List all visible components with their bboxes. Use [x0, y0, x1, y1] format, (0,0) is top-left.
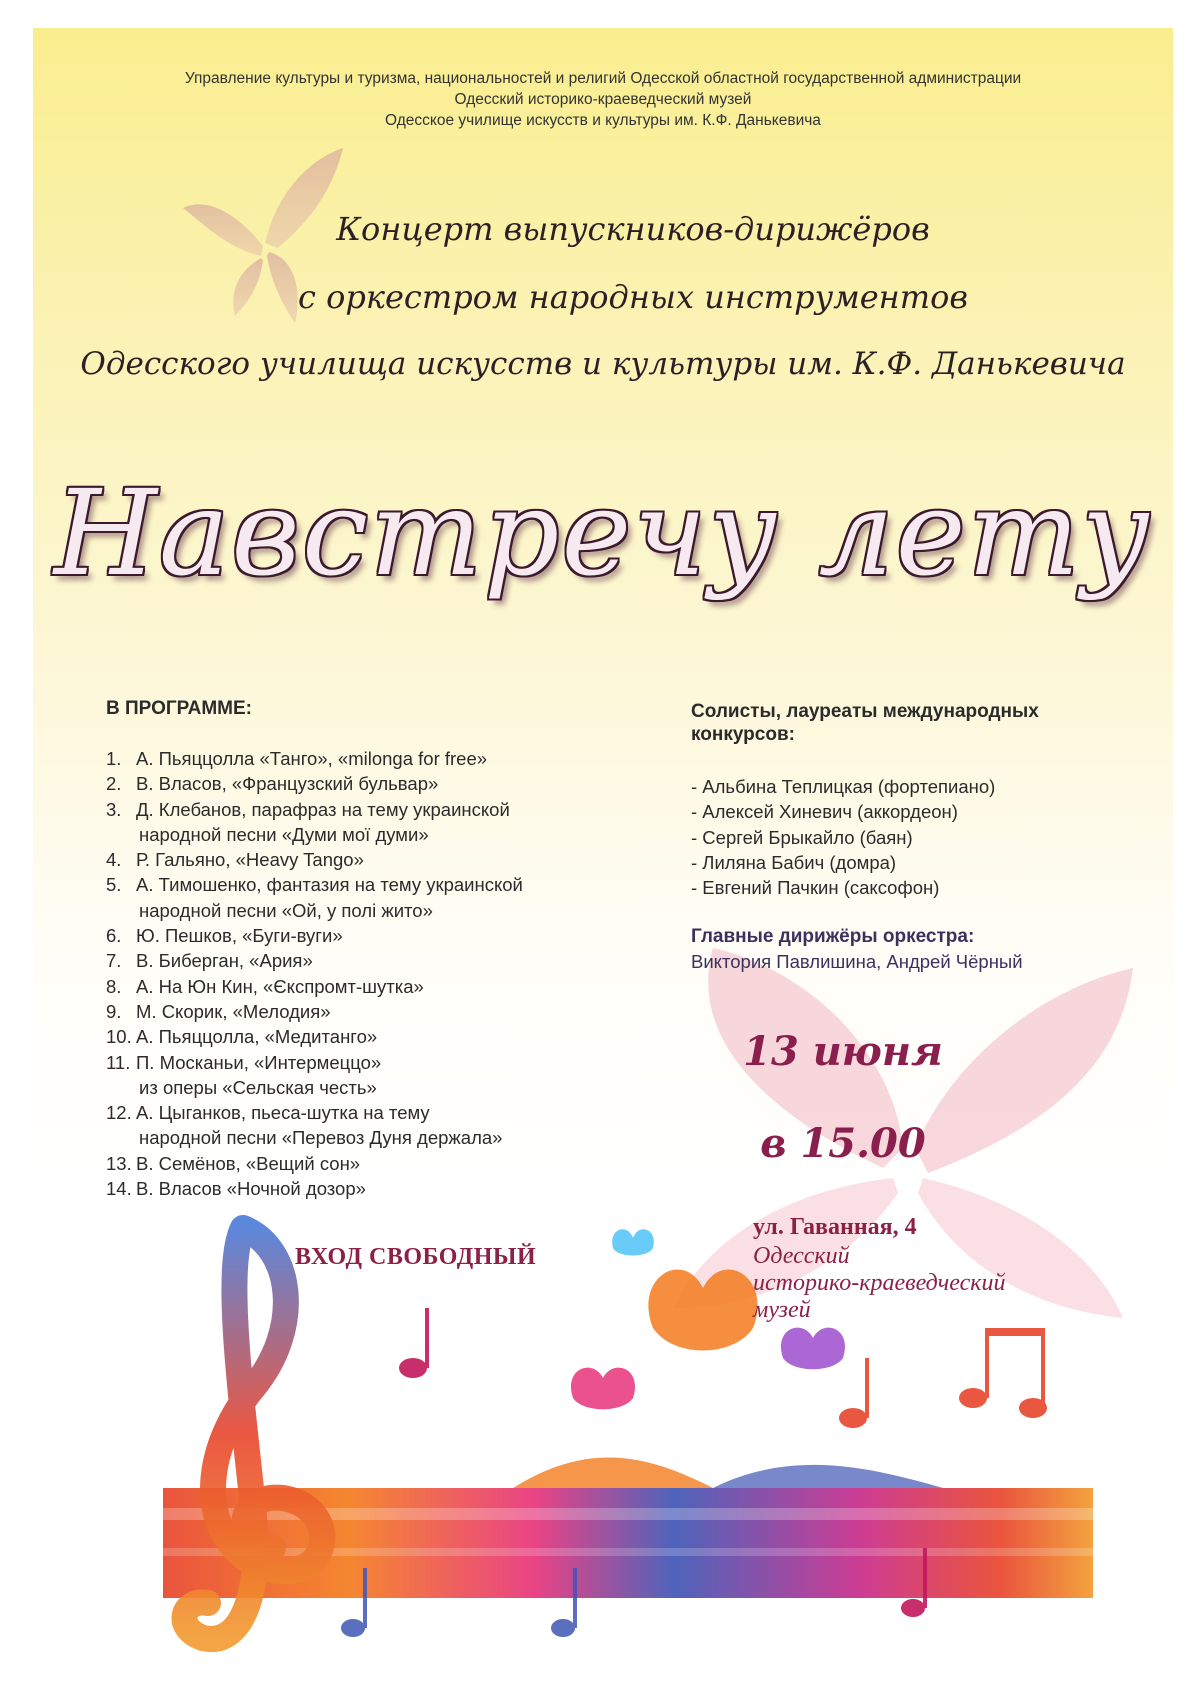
list-item-number: 1.: [106, 748, 122, 769]
list-item-text: народной песни «Ой, у полі жито»: [139, 899, 433, 921]
list-item: [106, 872, 666, 897]
header-line: Одесское училище искусств и культуры им. К.Ф. Данькевича: [385, 112, 821, 129]
list-item-text: народной песни «Перевоз Дуня держала»: [139, 1127, 503, 1149]
list-item-number: 6.: [106, 925, 122, 947]
list-item: [106, 1075, 666, 1100]
list-item: [106, 1125, 666, 1150]
event-time: в 15.00: [760, 1120, 926, 1167]
list-item-text: Д. Клебанов, парафраз на тему украинской: [136, 798, 510, 820]
list-item: - Лиляна Бабич (домра): [691, 851, 897, 873]
list-item-text: Ю. Пешков, «Буги-вуги»: [136, 925, 343, 947]
list-item: - Альбина Теплицкая (фортепиано): [691, 776, 996, 797]
soloists-heading-line: конкурсов:: [691, 724, 795, 745]
list-item-text: В. Власов «Ночной дозор»: [136, 1178, 366, 1200]
list-item-text: А. Тимошенко, фантазия на тему украинской: [136, 874, 523, 896]
list-item-number: 5.: [106, 874, 122, 896]
list-item: - Алексей Хиневич (аккордеон): [691, 801, 958, 823]
list-item-number: 7.: [106, 950, 122, 972]
list-item-text: народной песни «Думи мої думи»: [139, 823, 429, 845]
program-list: [106, 746, 666, 1201]
list-item-number: 4.: [106, 849, 122, 871]
list-item-number: [106, 1075, 136, 1100]
list-item: [106, 847, 666, 872]
list-item: - Сергей Брыкайло (баян): [691, 826, 913, 848]
list-item-number: 2.: [106, 773, 122, 795]
header-line: Управление культуры и туризма, национальностей и религий Одесской областной государственной администрации: [184, 70, 1022, 87]
list-item: [106, 974, 666, 999]
list-item: [106, 1176, 666, 1201]
soloists-heading-line: Солисты, лауреаты международных: [691, 701, 1039, 722]
list-item-number: 9.: [106, 1000, 122, 1022]
list-item: [106, 1024, 666, 1049]
list-item-number: 3.: [106, 798, 122, 820]
list-item-text: А. Пьяццолла, «Медитанго»: [136, 1026, 378, 1048]
list-item-text: А. Цыганков, пьеса-шутка на тему: [136, 1102, 430, 1124]
list-item-text: П. Москаньи, «Интермеццо»: [136, 1051, 382, 1073]
list-item-text: М. Скорик, «Мелодия»: [136, 1000, 331, 1022]
list-item-number: 13.: [106, 1152, 132, 1174]
poster: [33, 28, 1173, 1676]
conductors-heading: Главные дирижёры оркестра:: [691, 926, 975, 947]
list-item-number: 12.: [106, 1102, 132, 1124]
subtitle-line-1: Концерт выпускников-дирижёров: [336, 210, 930, 248]
museum-line: историко-краеведческий: [753, 1270, 1006, 1296]
subtitle-line-2: с оркестром народных инструментов: [298, 278, 968, 316]
list-item: [106, 898, 666, 923]
list-item-text: Р. Гальяно, «Heavy Tango»: [136, 849, 364, 871]
soloists-list: [691, 774, 995, 900]
header-institutions: [33, 68, 1173, 131]
list-item-text: В. Биберган, «Ария»: [136, 950, 313, 972]
subtitle-line-3: Одесского училища искусств и культуры им. К.Ф. Данькевича: [80, 346, 1126, 382]
list-item: [106, 1050, 666, 1075]
list-item: [106, 948, 666, 973]
list-item-text: А. Пьяццолла «Танго», «milonga for free»: [136, 748, 488, 769]
list-item-text: из оперы «Сельская честь»: [139, 1076, 377, 1098]
list-item-number: 10.: [106, 1026, 132, 1048]
entry-free-label: ВХОД СВОБОДНЫЙ: [295, 1244, 537, 1270]
list-item-number: [106, 1125, 136, 1150]
list-item: [106, 771, 666, 796]
event-date: 13 июня: [743, 1028, 943, 1075]
conductors-names: Виктория Павлишина, Андрей Чёрный: [691, 951, 1023, 972]
list-item: - Евгений Пачкин (саксофон): [691, 877, 940, 899]
soloists-heading: [691, 700, 1039, 746]
list-item: [106, 1100, 666, 1125]
museum-line: Одесский: [753, 1243, 850, 1269]
museum-line: музей: [753, 1297, 811, 1323]
list-item-text: А. На Юн Кин, «Єкспромт-шутка»: [136, 975, 424, 997]
list-item: [106, 999, 666, 1024]
list-item-number: [106, 898, 136, 923]
list-item: [106, 822, 666, 847]
list-item: [106, 746, 666, 771]
list-item-text: В. Семёнов, «Вещий сон»: [136, 1152, 361, 1174]
main-title: Навстречу лету: [54, 464, 1152, 602]
list-item: [106, 1151, 666, 1176]
list-item-text: В. Власов, «Французский бульвар»: [136, 773, 439, 795]
list-item: [106, 797, 666, 822]
list-item-number: 8.: [106, 975, 122, 997]
program-heading: В ПРОГРАММЕ:: [106, 698, 253, 719]
list-item-number: [106, 822, 136, 847]
list-item-number: 11.: [106, 1051, 131, 1073]
list-item-number: 14.: [106, 1178, 132, 1200]
address-street: ул. Гаванная, 4: [753, 1214, 917, 1240]
list-item: [106, 923, 666, 948]
header-line: Одесский историко-краеведческий музей: [454, 91, 752, 108]
